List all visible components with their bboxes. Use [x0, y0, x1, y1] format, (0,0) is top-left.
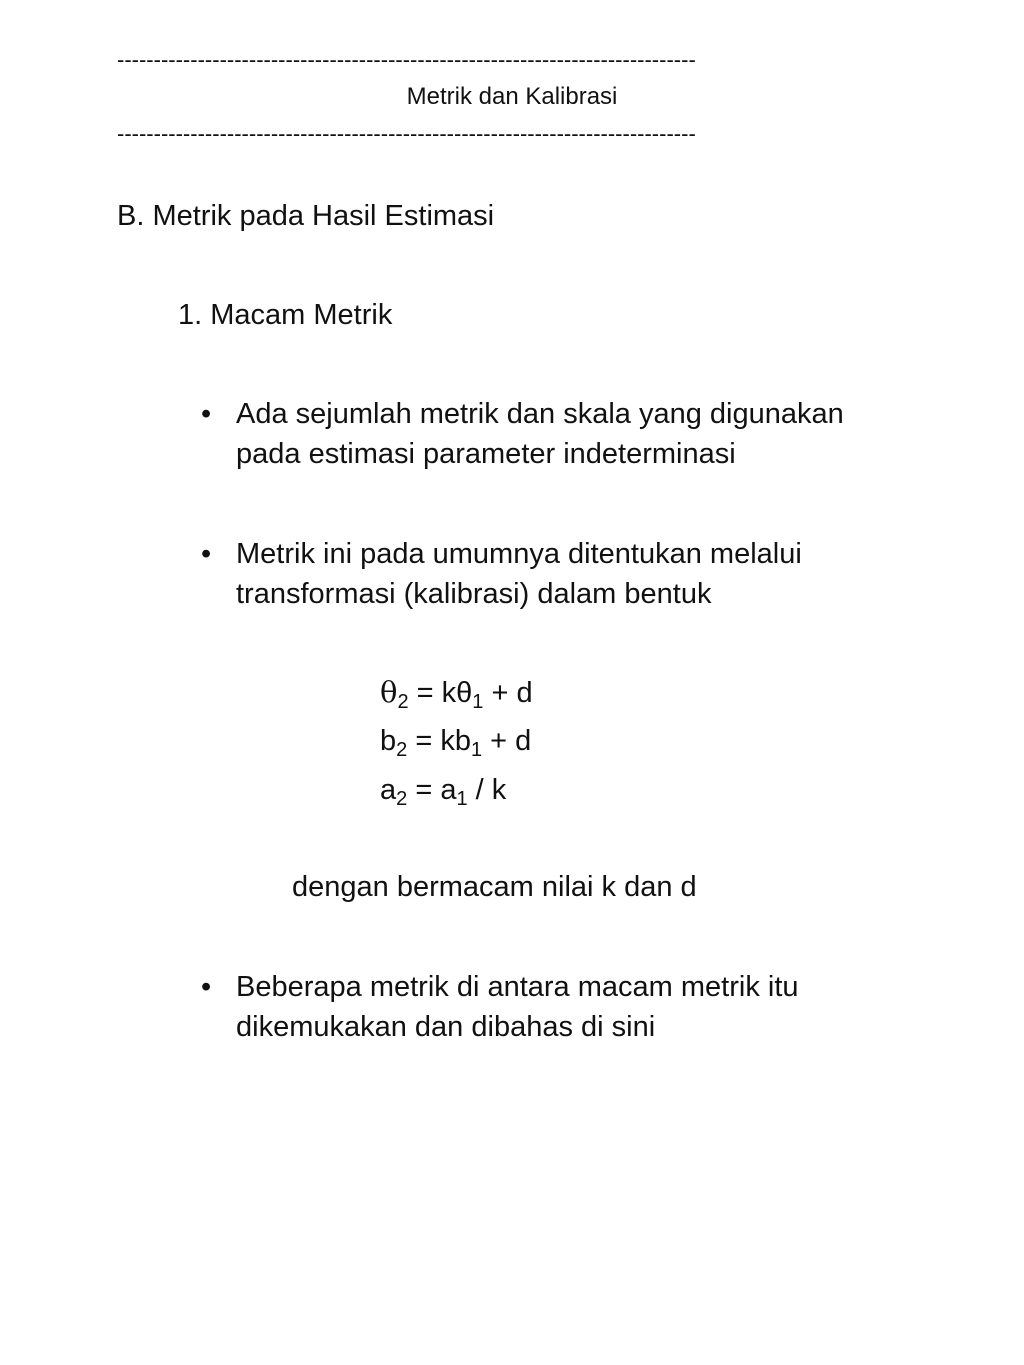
header-rule-bottom: -------------------------------------------------------------------------------	[117, 121, 696, 146]
formula-a	[380, 772, 506, 808]
formula-mid: = kb	[407, 725, 471, 757]
bullet-line: Ada sejumlah metrik dan skala yang digunakan	[236, 398, 844, 430]
bullet-marker: •	[201, 398, 212, 430]
page-title: Metrik dan Kalibrasi	[406, 83, 618, 110]
formula-mid: = kθ	[408, 677, 473, 709]
formula-lhs-subscript: 2	[397, 691, 409, 713]
formula-mid-subscript: 1	[470, 739, 483, 761]
bullet-marker: •	[201, 538, 212, 570]
bullet-item	[236, 534, 976, 614]
bullet-item	[236, 967, 976, 1047]
bullet-line: dikemukakan dan dibahas di sini	[236, 1011, 656, 1043]
bullet-item	[236, 394, 976, 474]
formula-b	[380, 723, 531, 759]
bullet-marker: •	[201, 971, 212, 1003]
formula-lhs: θ	[380, 675, 398, 709]
formula-mid: = a	[407, 774, 457, 806]
formula-rhs: / k	[467, 774, 507, 806]
bullet-line: Beberapa metrik di antara macam metrik itu	[236, 971, 799, 1003]
subsection-heading: 1. Macam Metrik	[178, 299, 393, 331]
formula-lhs-subscript: 2	[396, 788, 408, 810]
bullet-line: pada estimasi parameter indeterminasi	[236, 438, 736, 470]
formula-lhs: a	[380, 774, 397, 806]
formula-theta	[380, 674, 533, 711]
formula-lhs-subscript: 2	[396, 739, 408, 761]
formula-rhs: + d	[483, 677, 533, 709]
formula-mid-subscript: 1	[472, 691, 484, 713]
bullet-line: transformasi (kalibrasi) dalam bentuk	[236, 578, 712, 610]
formula-lhs: b	[380, 725, 397, 757]
formula-note: dengan bermacam nilai k dan d	[292, 871, 697, 903]
formula-rhs: + d	[482, 725, 532, 757]
formula-mid-subscript: 1	[456, 788, 468, 810]
header-rule-top: -------------------------------------------------------------------------------	[117, 47, 696, 72]
bullet-line: Metrik ini pada umumnya ditentukan melalui	[236, 538, 802, 570]
section-heading: B. Metrik pada Hasil Estimasi	[117, 200, 495, 232]
